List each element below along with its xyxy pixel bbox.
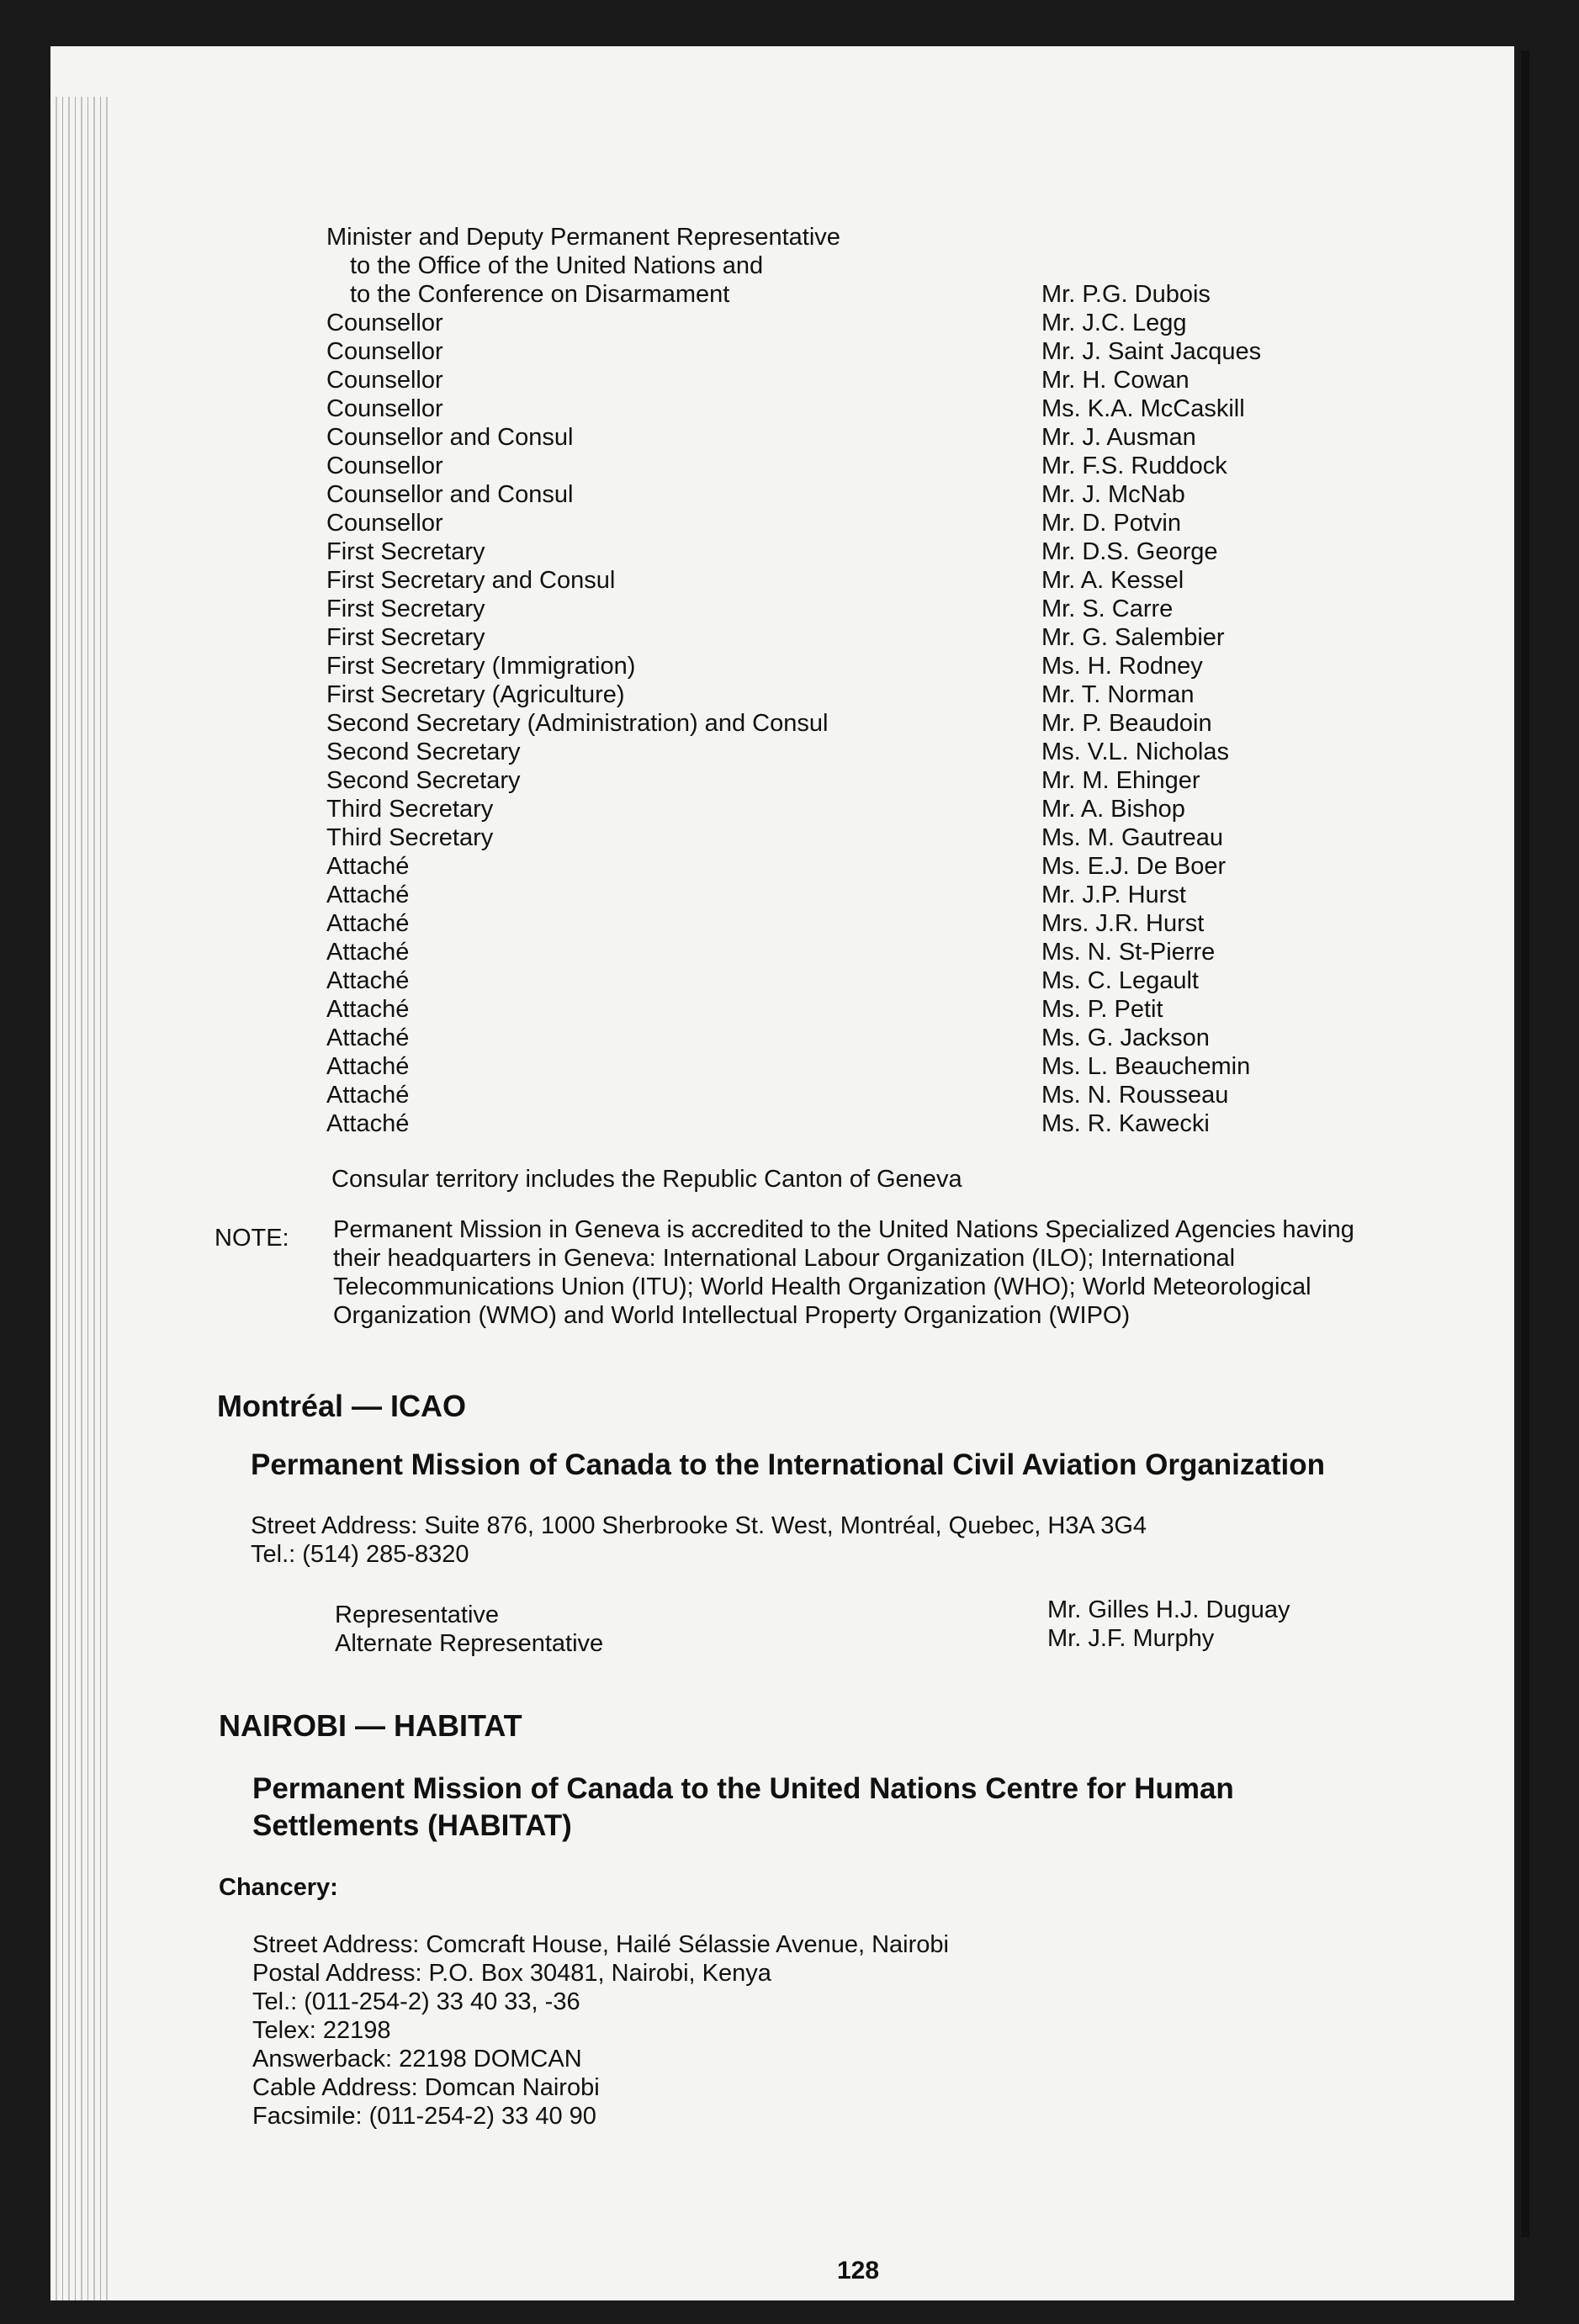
roster-row <box>326 823 1420 852</box>
roster-row <box>326 995 1420 1024</box>
roster-title: Second Secretary <box>326 738 521 765</box>
note-text <box>333 1215 1514 1330</box>
roster-row <box>326 1052 1420 1081</box>
roster-row <box>326 595 1420 623</box>
roster-name: Mr. P. Beaudoin <box>1041 710 1212 737</box>
nairobi-contact-details <box>252 1930 949 2131</box>
roster-name: Mr. H. Cowan <box>1041 367 1190 394</box>
roster-title: Attaché <box>326 967 410 994</box>
roster-row <box>326 423 1420 452</box>
roster-name: Ms. L. Beauchemin <box>1041 1053 1251 1080</box>
roster-title: Attaché <box>326 996 410 1023</box>
montreal-mission-title: Permanent Mission of Canada to the International Civil Aviation Organization <box>251 1448 1326 1481</box>
roster-title: Counsellor <box>326 310 443 336</box>
roster-name: Mr. J.C. Legg <box>1041 310 1187 336</box>
roster-title: First Secretary (Immigration) <box>326 653 636 680</box>
roster-title: to the Conference on Disarmament <box>350 281 730 308</box>
geneva-staff-roster <box>326 223 1420 1138</box>
roster-title: Counsellor <box>326 453 443 479</box>
roster-row <box>326 480 1420 509</box>
document-page <box>50 46 1514 2300</box>
roster-row <box>326 766 1420 795</box>
nairobi-facsimile: Facsimile: (011-254-2) 33 40 90 <box>252 2103 596 2130</box>
roster-row <box>326 795 1420 823</box>
roster-row <box>326 251 1420 280</box>
roster-row <box>326 509 1420 537</box>
roster-name: Mr. J. McNab <box>1041 481 1185 508</box>
roster-name: Mr. J. Ausman <box>1041 424 1196 451</box>
roster-name: Mr. P.G. Dubois <box>1041 281 1211 308</box>
roster-row <box>326 337 1420 366</box>
roster-title: Attaché <box>326 1110 410 1137</box>
montreal-heading: Montréal — ICAO <box>217 1389 467 1423</box>
roster-name: Mr. J.P. Hurst <box>1041 881 1186 908</box>
montreal-staff-title: Representative <box>335 1601 500 1628</box>
roster-name: Ms. N. St-Pierre <box>1041 939 1216 966</box>
roster-title: to the Office of the United Nations and <box>350 252 764 279</box>
roster-title: Attaché <box>326 853 410 880</box>
montreal-telephone: Tel.: (514) 285-8320 <box>251 1541 469 1568</box>
nairobi-telephone: Tel.: (011-254-2) 33 40 33, -36 <box>252 1988 580 2015</box>
roster-row <box>326 1081 1420 1109</box>
roster-title: Second Secretary (Administration) and Consul <box>326 710 829 737</box>
roster-row <box>326 309 1420 337</box>
roster-row <box>326 680 1420 709</box>
roster-row <box>326 452 1420 480</box>
note-line: their headquarters in Geneva: International Labour Organization (ILO); International <box>333 1245 1236 1272</box>
roster-name: Mr. G. Salembier <box>1041 624 1225 651</box>
roster-name: Mr. D.S. George <box>1041 538 1218 565</box>
roster-title: Attaché <box>326 1082 410 1109</box>
roster-title: First Secretary and Consul <box>326 567 616 594</box>
roster-name: Ms. G. Jackson <box>1041 1024 1210 1051</box>
roster-row <box>326 394 1420 423</box>
roster-title: Minister and Deputy Permanent Representative <box>326 224 840 251</box>
nairobi-street-address: Street Address: Comcraft House, Hailé Sélassie Avenue, Nairobi <box>252 1931 949 1958</box>
roster-name: Mr. D. Potvin <box>1041 510 1181 537</box>
roster-name: Mr. F.S. Ruddock <box>1041 453 1227 479</box>
roster-row <box>326 909 1420 938</box>
roster-row <box>326 852 1420 881</box>
roster-title: Counsellor and Consul <box>326 481 574 508</box>
roster-name: Mr. T. Norman <box>1041 681 1195 708</box>
roster-name: Mr. S. Carre <box>1041 596 1174 622</box>
roster-name: Ms. M. Gautreau <box>1041 824 1223 851</box>
roster-row <box>326 280 1420 309</box>
note-label: NOTE: <box>215 1225 289 1252</box>
roster-title: Attaché <box>326 1053 410 1080</box>
nairobi-mission-title-line2: Settlements (HABITAT) <box>252 1809 572 1842</box>
roster-title: Counsellor <box>326 367 443 394</box>
roster-title: Counsellor <box>326 510 443 537</box>
roster-name: Mr. A. Bishop <box>1041 796 1185 823</box>
page-edge-shadow <box>1521 50 1529 2237</box>
roster-title: Second Secretary <box>326 767 521 794</box>
roster-title: Attaché <box>326 939 410 966</box>
page-content <box>50 46 1514 2300</box>
note-line: Organization (WMO) and World Intellectual Property Organization (WIPO) <box>333 1302 1131 1329</box>
chancery-label: Chancery: <box>219 1874 338 1901</box>
roster-row <box>326 738 1420 766</box>
roster-row <box>326 1109 1420 1138</box>
roster-title: First Secretary <box>326 624 485 651</box>
montreal-staff-title: Alternate Representative <box>335 1630 604 1657</box>
nairobi-telex: Telex: 22198 <box>252 2017 391 2044</box>
note-line: Telecommunications Union (ITU); World Health Organization (WHO); World Meteorological <box>333 1273 1311 1300</box>
consular-territory-text: Consular territory includes the Republic Canton of Geneva <box>331 1166 962 1193</box>
roster-name: Ms. V.L. Nicholas <box>1041 738 1229 765</box>
nairobi-answerback: Answerback: 22198 DOMCAN <box>252 2046 582 2073</box>
montreal-street-address: Street Address: Suite 876, 1000 Sherbrooke St. West, Montréal, Quebec, H3A 3G4 <box>251 1512 1147 1539</box>
roster-name: Ms. P. Petit <box>1041 996 1163 1023</box>
roster-name: Ms. C. Legault <box>1041 967 1199 994</box>
montreal-staff-name: Mr. J.F. Murphy <box>1047 1625 1215 1652</box>
roster-title: Third Secretary <box>326 796 494 823</box>
roster-title: Third Secretary <box>326 824 494 851</box>
nairobi-cable-address: Cable Address: Domcan Nairobi <box>252 2074 600 2101</box>
roster-name: Mrs. J.R. Hurst <box>1041 910 1205 937</box>
roster-row <box>326 966 1420 995</box>
roster-title: First Secretary <box>326 538 485 565</box>
nairobi-heading: NAIROBI — HABITAT <box>219 1708 522 1743</box>
roster-name: Ms. H. Rodney <box>1041 653 1203 680</box>
roster-name: Mr. M. Ehinger <box>1041 767 1200 794</box>
roster-row <box>326 881 1420 909</box>
nairobi-mission-title-line1: Permanent Mission of Canada to the United Nations Centre for Human <box>252 1772 1234 1805</box>
roster-row <box>326 1024 1420 1052</box>
roster-title: Attaché <box>326 910 410 937</box>
roster-name: Ms. N. Rousseau <box>1041 1082 1229 1109</box>
roster-title: Attaché <box>326 1024 410 1051</box>
roster-row <box>326 938 1420 966</box>
roster-title: Counsellor and Consul <box>326 424 574 451</box>
roster-name: Ms. R. Kawecki <box>1041 1110 1210 1137</box>
montreal-staff-name: Mr. Gilles H.J. Duguay <box>1047 1596 1290 1623</box>
roster-title: Counsellor <box>326 395 443 422</box>
roster-row <box>326 223 1420 251</box>
roster-row <box>326 709 1420 738</box>
page-number: 128 <box>837 2257 880 2284</box>
roster-title: First Secretary <box>326 596 485 622</box>
roster-name: Ms. E.J. De Boer <box>1041 853 1227 880</box>
roster-row <box>326 652 1420 680</box>
roster-name: Mr. A. Kessel <box>1041 567 1184 594</box>
roster-title: Attaché <box>326 881 410 908</box>
roster-row <box>326 366 1420 394</box>
nairobi-postal-address: Postal Address: P.O. Box 30481, Nairobi, Kenya <box>252 1960 771 1987</box>
roster-row <box>326 566 1420 595</box>
note-line: Permanent Mission in Geneva is accredited to the United Nations Specialized Agencies having <box>333 1216 1354 1243</box>
roster-row <box>326 537 1420 566</box>
roster-name: Mr. J. Saint Jacques <box>1041 338 1262 365</box>
roster-title: Counsellor <box>326 338 443 365</box>
roster-row <box>326 623 1420 652</box>
roster-title: First Secretary (Agriculture) <box>326 681 625 708</box>
roster-name: Ms. K.A. McCaskill <box>1041 395 1245 422</box>
